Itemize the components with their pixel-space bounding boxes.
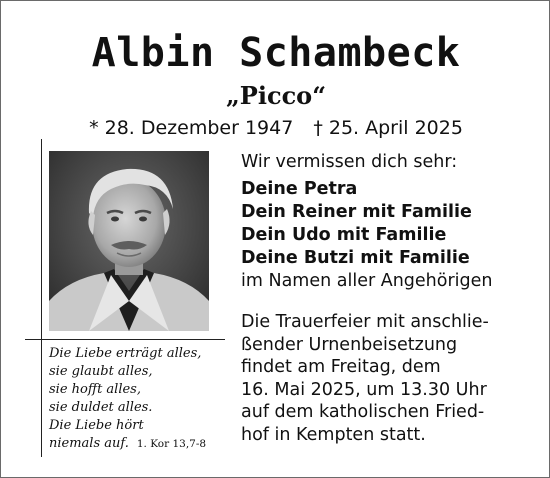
quote-line: sie hofft alles,: [49, 382, 141, 397]
ceremony-line: hof in Kempten statt.: [241, 424, 426, 445]
ceremony-line: auf dem katholischen Fried-: [241, 402, 485, 422]
cross-horizontal-line: [25, 339, 225, 340]
ceremony-line: Die Trauerfeier mit anschlie-: [241, 312, 489, 332]
quote-line: niemals auf.: [49, 436, 129, 451]
deceased-name: Albin Schambeck: [91, 30, 461, 76]
life-dates: [1, 115, 550, 141]
death-date: † 25. April 2025: [313, 117, 463, 139]
quote-line: sie glaubt alles,: [49, 364, 153, 379]
mourner-name: Deine Butzi mit Familie: [241, 248, 470, 268]
quote-line: Die Liebe erträgt alles,: [49, 346, 202, 361]
mourner-name: Deine Petra: [241, 179, 358, 199]
ceremony-details: [241, 311, 541, 446]
ceremony-line: 16. Mai 2025, um 13.30 Uhr: [241, 379, 487, 400]
mourner-name: Dein Udo mit Familie: [241, 225, 447, 245]
quote-line: sie duldet alles.: [49, 400, 153, 415]
mourner-name: Dein Reiner mit Familie: [241, 202, 472, 222]
birth-date: * 28. Dezember 1947: [89, 117, 294, 139]
bible-quote: [49, 345, 229, 453]
cross-vertical-line: [41, 139, 42, 457]
quote-line: Die Liebe hört: [49, 418, 144, 433]
ceremony-line: ßender Urnenbeisetzung: [241, 334, 458, 355]
quote-reference: 1. Kor 13,7-8: [136, 438, 207, 450]
mourners-intro: Wir vermissen dich sehr:: [241, 152, 458, 172]
mourners-block: [241, 151, 541, 293]
mourners-closing: im Namen aller Angehörigen: [241, 271, 493, 291]
ceremony-line: findet am Freitag, dem: [241, 357, 441, 377]
portrait-photo: [49, 151, 209, 331]
deceased-nickname: „Picco“: [225, 81, 326, 110]
